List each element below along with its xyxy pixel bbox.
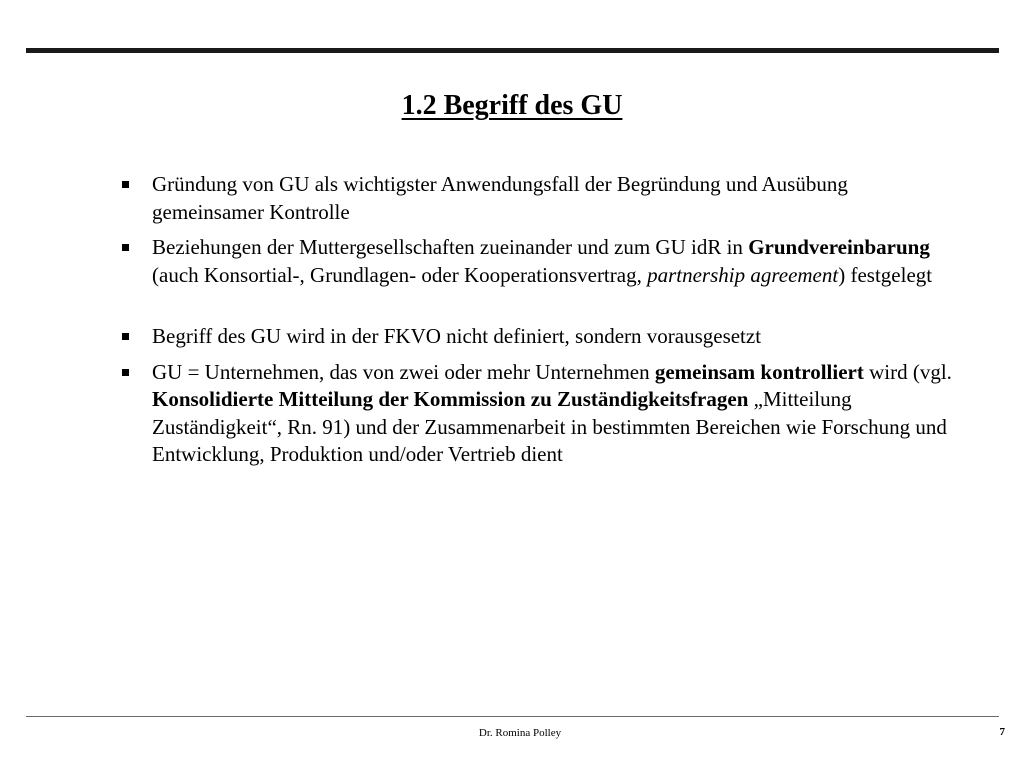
bullet-text: Begriff des GU wird in der FKVO nicht definiert, sondern vorausgesetzt: [152, 324, 762, 348]
bullet-text-segment: Beziehungen der Muttergesellschaften zueinander und zum GU idR in: [152, 235, 749, 259]
square-bullet-icon: [122, 181, 129, 188]
slide-title-text: 1.2 Begriff des GU: [401, 90, 623, 121]
bold-term-grundvereinbarung: Grundvereinbarung: [748, 235, 930, 259]
bullet-list: [120, 171, 960, 477]
bullet-text: Gründung von GU als wichtigster Anwendungsfall der Begründung und Ausübung gemeinsamer Kontrolle: [152, 172, 848, 224]
italic-term-partnership-agreement: partnership agreement: [647, 262, 839, 287]
bullet-text-segment: ) festgelegt: [838, 262, 933, 287]
bottom-divider: [26, 716, 999, 717]
top-divider: [26, 48, 999, 53]
bullet-text-segment: GU = Unternehmen, das von zwei oder mehr Unternehmen: [152, 359, 655, 384]
bullet-text-segment: „Mitteilung Zuständigkeit“, Rn. 91) und der Zusammenarbeit in bestimmten Bereichen wie Forschung und Entwicklung, Produktion und/oder Vertrieb dient: [152, 387, 947, 466]
bullet-text-segment: wird (vgl.: [863, 359, 952, 384]
square-bullet-icon: [122, 333, 129, 340]
bullet-text-segment: (auch Konsortial-, Grundlagen- oder Kooperationsvertrag,: [152, 262, 648, 287]
bold-term-gemeinsam-kontrolliert: gemeinsam kontrolliert: [654, 359, 864, 384]
bullet-item: [120, 323, 960, 351]
bullet-item: [120, 234, 960, 289]
slide-title: [0, 88, 1024, 124]
bullet-item: [120, 171, 960, 226]
bullet-item: [120, 359, 960, 469]
footer-author: Dr. Romina Polley: [478, 727, 562, 739]
square-bullet-icon: [122, 369, 129, 376]
bold-term-konsolidierte-mitteilung: Konsolidierte Mitteilung der Kommission zu Zuständigkeitsfragen: [152, 387, 749, 411]
square-bullet-icon: [122, 244, 129, 251]
page-number: 7: [999, 726, 1005, 738]
